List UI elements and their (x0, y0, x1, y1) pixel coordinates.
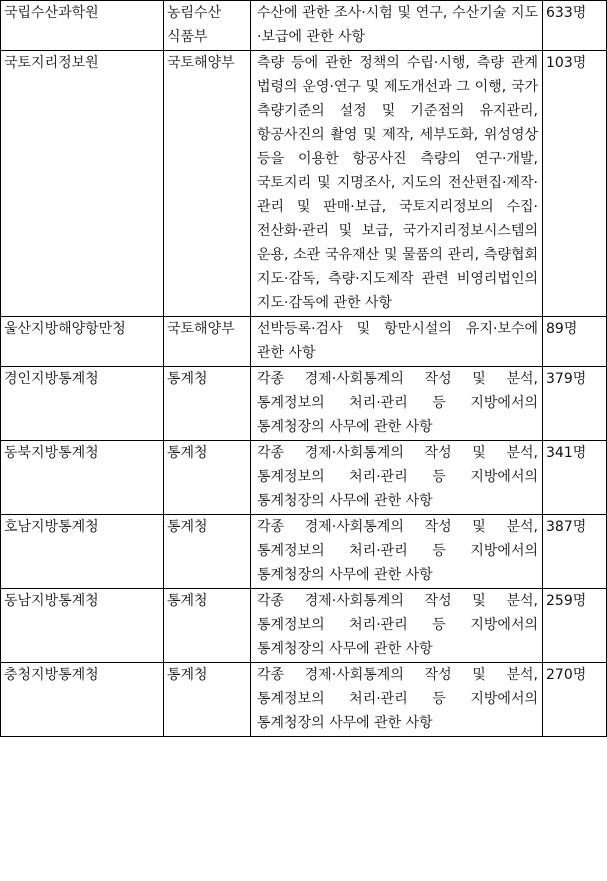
agency-name: 울산지방해양항만청 (1, 317, 164, 367)
staff-count: 341명 (543, 441, 607, 515)
table-row (1, 515, 607, 589)
table-row (1, 589, 607, 663)
duty-description: 각종 경제·사회통계의 작성 및 분석, 통계정보의 처리·관리 등 지방에서의 통계청장의 사무에 관한 사항 (251, 515, 543, 589)
staff-count: 270명 (543, 663, 607, 737)
table-row (1, 51, 607, 317)
ministry-name: 통계청 (164, 589, 251, 663)
duty-description: 각종 경제·사회통계의 작성 및 분석, 통계정보의 처리·관리 등 지방에서의 통계청장의 사무에 관한 사항 (251, 589, 543, 663)
table-row (1, 441, 607, 515)
ministry-name: 통계청 (164, 515, 251, 589)
agency-name: 경인지방통계청 (1, 367, 164, 441)
duty-description: 각종 경제·사회통계의 작성 및 분석, 통계정보의 처리·관리 등 지방에서의 통계청장의 사무에 관한 사항 (251, 367, 543, 441)
agency-name: 호남지방통계청 (1, 515, 164, 589)
ministry-name: 국토해양부 (164, 51, 251, 317)
table-row (1, 317, 607, 367)
agency-name: 동북지방통계청 (1, 441, 164, 515)
duty-description: 각종 경제·사회통계의 작성 및 분석, 통계정보의 처리·관리 등 지방에서의 통계청장의 사무에 관한 사항 (251, 663, 543, 737)
staff-count: 379명 (543, 367, 607, 441)
staff-count: 633명 (543, 1, 607, 51)
staff-count: 103명 (543, 51, 607, 317)
ministry-name: 통계청 (164, 441, 251, 515)
staff-count: 259명 (543, 589, 607, 663)
agency-name: 국립수산과학원 (1, 1, 164, 51)
table-row (1, 367, 607, 441)
agency-name: 동남지방통계청 (1, 589, 164, 663)
ministry-name: 농림수산 식품부 (164, 1, 251, 51)
agency-name: 국토지리정보원 (1, 51, 164, 317)
duty-description: 측량 등에 관한 정책의 수립·시행, 측량 관계 법령의 운영·연구 및 제도개선과 그 이행, 국가 측량기준의 설정 및 기준점의 유지관리, 항공사진의 촬영 및 제작, 세부도화, 위성영상 등을 이용한 항공사진 측량의 연구·개발, 국토지리 및 지명조사, 지도의 전산편집·제작·관리 및 판매·보급, 국토지리정보의 수집·전산화·관리 및 보급, 국가지리정보시스템의 운용, 소관 국유재산 및 물품의 관리, 측량협회 지도·감독, 측량·지도제작 관련 비영리법인의 지도·감독에 관한 사항 (251, 51, 543, 317)
duty-description: 선박등록·검사 및 항만시설의 유지·보수에 관한 사항 (251, 317, 543, 367)
ministry-name: 국토해양부 (164, 317, 251, 367)
duty-description: 각종 경제·사회통계의 작성 및 분석, 통계정보의 처리·관리 등 지방에서의 통계청장의 사무에 관한 사항 (251, 441, 543, 515)
staff-count: 89명 (543, 317, 607, 367)
staff-count: 387명 (543, 515, 607, 589)
agency-name: 충청지방통계청 (1, 663, 164, 737)
ministry-name: 통계청 (164, 663, 251, 737)
table-row (1, 663, 607, 737)
ministry-name: 통계청 (164, 367, 251, 441)
duty-description: 수산에 관한 조사·시험 및 연구, 수산기술 지도·보급에 관한 사항 (251, 1, 543, 51)
table-row (1, 1, 607, 51)
